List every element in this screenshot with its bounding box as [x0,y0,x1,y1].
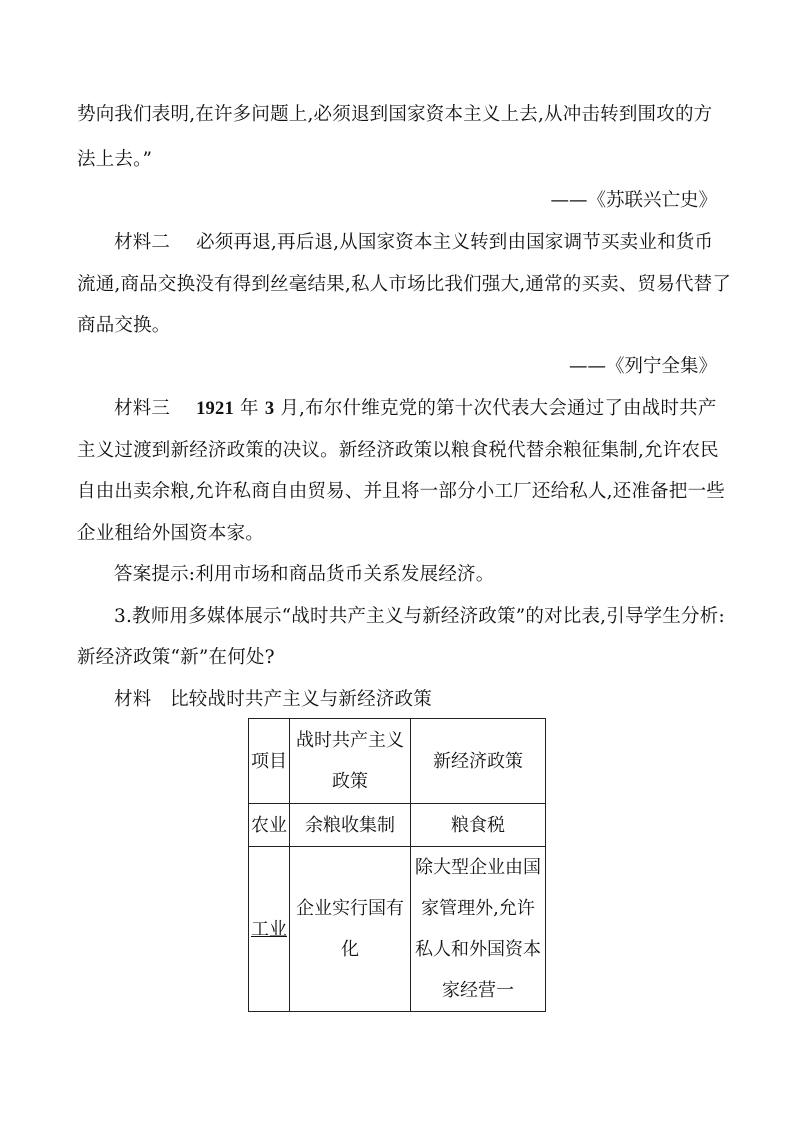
question-three: 3.教师用多媒体展示“战时共产主义与新经济政策”的对比表,引导学生分析: [114,606,725,627]
table-cell: 除大型企业由国家管理外,允许私人和外国资本家经营一 [411,847,546,1012]
year: 1921 [196,399,234,419]
paragraph-line: 自由出卖余粮,允许私商自由贸易、并且将一部分小工厂还给私人,还准备把一些 [77,481,725,502]
table-cell: 余粮收集制 [290,804,411,847]
material-text: 必须再退,再后退,从国家资本主义转到由国家调节买卖业和货币 [196,232,714,253]
table-header-cell: 项目 [249,719,290,804]
question-three-cont: 新经济政策“新”在何处? [77,647,275,668]
table-header-cell: 新经济政策 [411,719,546,804]
material-label: 材料二 [114,232,171,253]
answer-hint: 答案提示:利用市场和商品货币关系发展经济。 [114,564,495,585]
paragraph-line: 主义过渡到新经济政策的决议。新经济政策以粮食税代替余粮征集制,允许农民 [77,440,719,461]
table-cell: 工业 [249,847,290,1012]
paragraph-line: 企业租给外国资本家。 [77,523,265,544]
table-caption: 材料 比较战时共产主义与新经济政策 [114,689,432,710]
material-three-line: 材料三 1921 年 3 月,布尔什维克党的第十次代表大会通过了由战时共产 [114,398,717,419]
source-citation: ——《列宁全集》 [568,356,717,377]
table-row [249,719,546,804]
material-two-line [114,230,713,256]
paragraph-line: 商品交换。 [77,315,171,336]
paragraph-line: 势向我们表明,在许多问题上,必须退到国家资本主义上去,从冲击转到围攻的方 [77,104,713,125]
table-cell: 粮食税 [411,804,546,847]
paragraph-line: 流通,商品交换没有得到丝毫结果,私人市场比我们强大,通常的买卖、贸易代替了 [77,274,732,295]
paragraph-line: 法上去。” [77,149,153,170]
material-label: 材料三 [114,398,171,419]
table-cell: 农业 [249,804,290,847]
table-row [249,804,546,847]
table-header-cell: 战时共产主义政策 [290,719,411,804]
table-cell: 企业实行国有化 [290,847,411,1012]
comparison-table [248,718,546,1012]
table-row [249,847,546,1012]
source-citation: ——《苏联兴亡史》 [550,190,717,211]
month: 3 [264,399,275,419]
